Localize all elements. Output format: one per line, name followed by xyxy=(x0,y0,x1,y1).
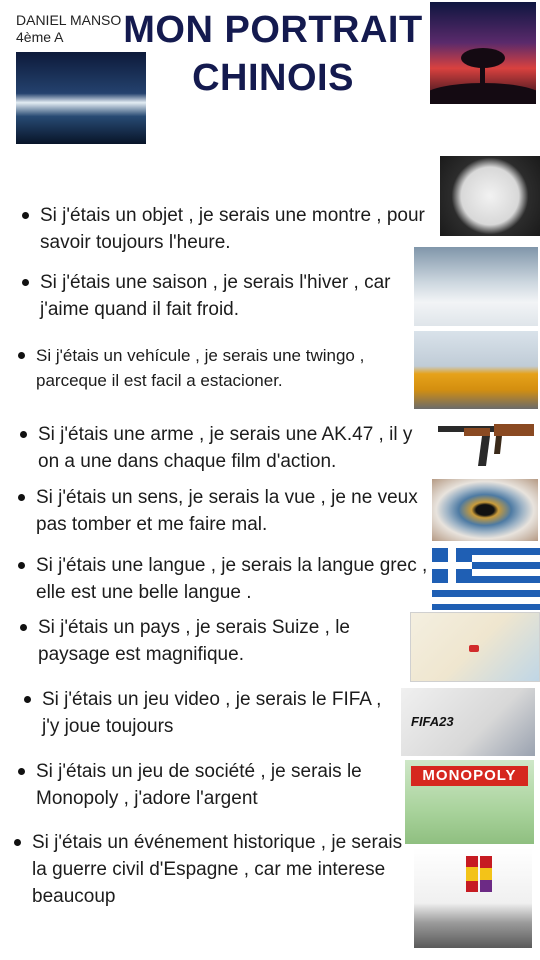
bullet-icon xyxy=(18,494,25,501)
list-item xyxy=(20,421,436,475)
monopoly-logo-text: MONOPOLY xyxy=(411,766,528,786)
list-item xyxy=(18,758,402,812)
rifle-icon xyxy=(434,414,538,476)
ak47-image xyxy=(434,414,538,476)
list-item xyxy=(18,343,410,393)
list-item-text: Si j'étais un jeu de société , je serais le Monopoly , j'adore l'argent xyxy=(36,761,362,809)
author-label: DANIEL MANSO 4ème A xyxy=(16,12,122,45)
night-sky-image xyxy=(16,52,146,144)
tree-silhouette-icon xyxy=(430,2,536,104)
twingo-car-image xyxy=(414,331,538,409)
bullet-icon xyxy=(14,839,21,846)
list-item-text: Si j'étais un vehícule , je serais une twingo , parceque il est facil a estacioner. xyxy=(36,346,365,390)
switzerland-marker xyxy=(469,645,479,652)
greek-flag-image xyxy=(432,548,540,610)
republican-flag-icon xyxy=(480,856,492,892)
flag-cross xyxy=(432,548,472,583)
bullet-icon xyxy=(18,562,25,569)
list-item xyxy=(14,829,408,910)
tree-sunset-image xyxy=(430,2,536,104)
list-item xyxy=(22,202,442,256)
winter-image xyxy=(414,247,538,326)
spanish-civil-war-image xyxy=(414,848,532,948)
list-item-text: Si j'étais un sens, je serais la vue , je ne veux pas tomber et me faire mal. xyxy=(36,487,418,535)
bullet-icon xyxy=(18,768,25,775)
fifa-logo-text: FIFA23 xyxy=(411,714,454,729)
monopoly-box-image xyxy=(405,760,534,844)
list-item xyxy=(24,686,396,740)
bullet-icon xyxy=(18,352,25,359)
list-item-text: Si j'étais une saison , je serais l'hiver , car j'aime quand il fait froid. xyxy=(40,272,391,320)
list-item-text: Si j'étais un événement historique , je serais la guerre civil d'Espagne , car me interese beaucoup xyxy=(32,832,403,907)
list-item-text: Si j'étais une arme , je serais une AK.47 , il y on a une dans chaque film d'action. xyxy=(38,424,413,472)
bullet-icon xyxy=(20,431,27,438)
eye-image xyxy=(432,479,538,541)
list-item-text: Si j'étais une langue , je serais la langue grec , elle est une belle langue . xyxy=(36,555,428,603)
list-item xyxy=(22,269,414,323)
list-item xyxy=(18,484,428,538)
bullet-icon xyxy=(22,212,29,219)
europe-map-image xyxy=(410,612,540,682)
bullet-icon xyxy=(20,624,27,631)
list-item-text: Si j'étais un objet , je serais une montre , pour savoir toujours l'heure. xyxy=(40,205,425,253)
list-item-text: Si j'étais un jeu video , je serais le FIFA , j'y joue toujours xyxy=(42,689,382,737)
list-item xyxy=(20,614,410,668)
page-title: MON PORTRAIT CHINOIS xyxy=(123,9,423,99)
fifa-cover-image xyxy=(401,688,535,756)
bullet-icon xyxy=(24,696,31,703)
spanish-flag-icon xyxy=(466,856,478,892)
list-item-text: Si j'étais un pays , je serais Suize , le paysage est magnifique. xyxy=(38,617,350,665)
watch-image xyxy=(440,156,540,236)
bullet-icon xyxy=(22,279,29,286)
list-item xyxy=(18,552,432,606)
